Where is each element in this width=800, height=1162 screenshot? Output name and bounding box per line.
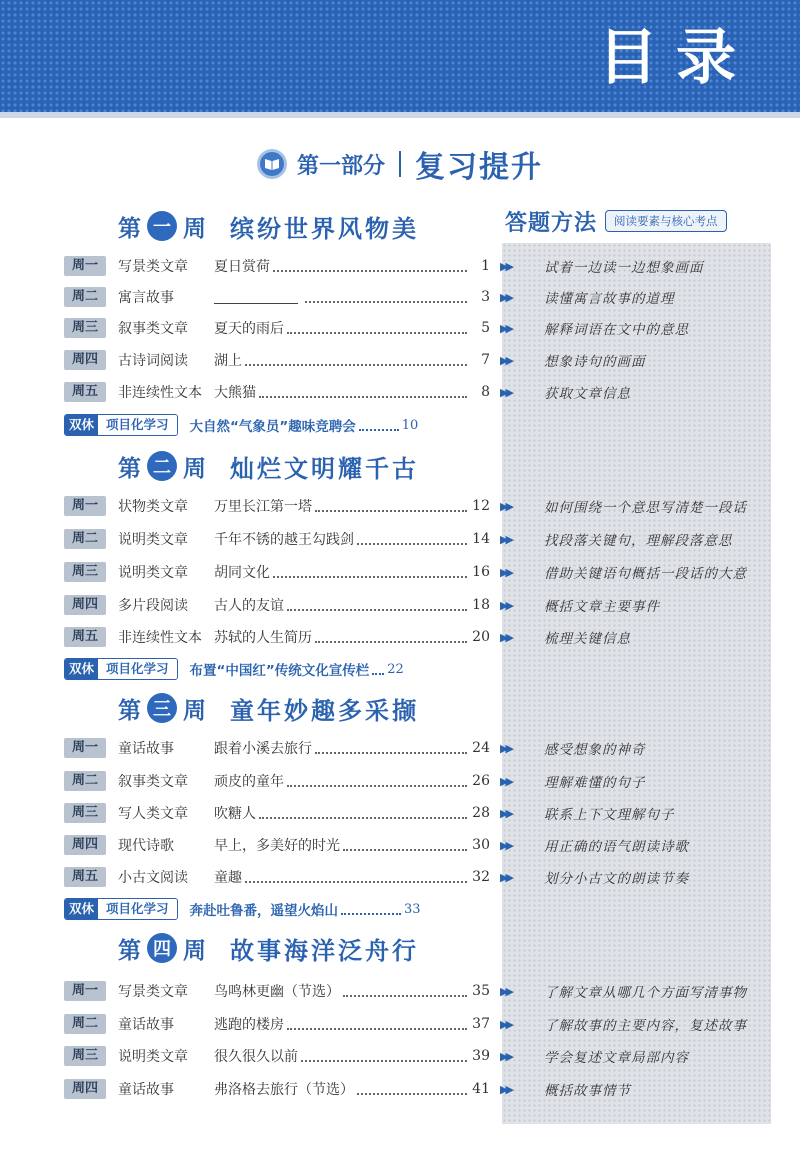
double-arrow-icon: ▶▶	[500, 741, 511, 755]
week-theme: 童年妙趣多采撷	[230, 696, 419, 725]
week-prefix: 第	[118, 455, 141, 482]
article-title: 胡同文化	[214, 565, 270, 581]
project-title: 大自然“气象员”趣味竞聘会	[189, 419, 356, 435]
method-text: 如何围绕一个意思写清楚一段话	[544, 500, 747, 516]
day-tag: 周二	[64, 1014, 106, 1034]
method-text: 想象诗句的画面	[544, 354, 646, 370]
week-prefix: 第	[118, 937, 141, 964]
toc-row[interactable]	[64, 559, 774, 585]
double-arrow-icon: ▶▶	[500, 565, 511, 579]
project-row[interactable]	[64, 897, 421, 921]
leader-dots	[287, 322, 467, 334]
project-tag	[64, 414, 178, 436]
page-number: 22	[387, 661, 404, 677]
double-arrow-icon: ▶▶	[500, 290, 511, 304]
method-text: 感受想象的神奇	[544, 742, 646, 758]
category: 现代诗歌	[118, 838, 174, 854]
page-number: 28	[472, 805, 490, 821]
leader-dots	[315, 500, 467, 512]
week-number-badge: 二	[147, 451, 177, 481]
method-text: 概括文章主要事件	[544, 599, 660, 615]
day-tag: 周四	[64, 835, 106, 855]
week-number-badge: 一	[147, 211, 177, 241]
leader-dots	[305, 291, 467, 303]
page-number: 5	[481, 320, 490, 336]
project-tag-label: 项目化学习	[98, 659, 177, 679]
page-number: 35	[472, 983, 490, 999]
method-text: 划分小古文的朗读节奏	[544, 871, 689, 887]
day-tag: 周五	[64, 627, 106, 647]
project-tag-weekend: 双休	[65, 415, 98, 435]
part-label: 第一部分	[296, 153, 385, 179]
week-theme: 灿烂文明耀千古	[230, 454, 419, 483]
project-tag-label: 项目化学习	[98, 415, 177, 435]
week-suffix: 周	[183, 697, 206, 724]
leader-dots	[259, 807, 467, 819]
category: 童话故事	[118, 1017, 174, 1033]
week-heading-2	[118, 448, 419, 484]
toc-row[interactable]	[64, 493, 774, 519]
article-title: 古人的友谊	[214, 598, 284, 614]
article-title: 大熊猫	[214, 385, 256, 401]
page-number: 7	[481, 352, 490, 368]
category: 写景类文章	[118, 259, 188, 275]
double-arrow-icon: ▶▶	[500, 806, 511, 820]
page-number: 37	[472, 1016, 490, 1032]
category: 童话故事	[118, 1082, 174, 1098]
leader-dots	[273, 566, 467, 578]
method-title: 答题方法	[505, 210, 598, 236]
leader-dots	[245, 354, 467, 366]
page-number: 39	[472, 1048, 490, 1064]
double-arrow-icon: ▶▶	[500, 1082, 511, 1096]
article-title: 跟着小溪去旅行	[214, 741, 312, 757]
toc-row[interactable]	[64, 592, 774, 618]
page-number: 33	[404, 901, 421, 917]
day-tag: 周四	[64, 350, 106, 370]
leader-dots	[287, 1018, 467, 1030]
page-number: 41	[472, 1081, 490, 1097]
project-title: 奔赴吐鲁番，遥望火焰山	[189, 903, 339, 919]
week-suffix: 周	[183, 937, 206, 964]
part-title: 复习提升	[415, 150, 543, 185]
method-text: 借助关键语句概括一段话的大意	[544, 566, 747, 582]
toc-row[interactable]	[64, 800, 774, 826]
method-text: 联系上下文理解句子	[544, 807, 675, 823]
page-number: 12	[472, 498, 490, 514]
method-text: 获取文章信息	[544, 386, 631, 402]
category: 古诗词阅读	[118, 353, 188, 369]
article-title: 鸟鸣林更幽（节选）	[214, 984, 340, 1000]
leader-dots	[245, 871, 467, 883]
week-heading-3	[118, 690, 419, 726]
method-text: 概括故事情节	[544, 1083, 631, 1099]
category: 非连续性文本	[118, 385, 202, 401]
day-tag: 周三	[64, 1046, 106, 1066]
leader-dots	[287, 775, 467, 787]
method-text: 理解难懂的句子	[544, 775, 646, 791]
double-arrow-icon: ▶▶	[500, 870, 511, 884]
article-title: 吹糖人	[214, 806, 256, 822]
category: 说明类文章	[118, 565, 188, 581]
day-tag: 周二	[64, 771, 106, 791]
book-icon	[257, 149, 287, 179]
day-tag: 周一	[64, 256, 106, 276]
project-tag-label: 项目化学习	[98, 899, 177, 919]
double-arrow-icon: ▶▶	[500, 385, 511, 399]
category: 说明类文章	[118, 1049, 188, 1065]
category: 说明类文章	[118, 532, 188, 548]
double-arrow-icon: ▶▶	[500, 1017, 511, 1031]
article-title: 夏天的雨后	[214, 321, 284, 337]
double-arrow-icon: ▶▶	[500, 321, 511, 335]
toc-row[interactable]	[64, 978, 774, 1004]
double-arrow-icon: ▶▶	[500, 984, 511, 998]
method-text: 读懂寓言故事的道理	[544, 291, 675, 307]
double-arrow-icon: ▶▶	[500, 1049, 511, 1063]
double-arrow-icon: ▶▶	[500, 532, 511, 546]
page-title: 目录	[598, 23, 754, 93]
day-tag: 周二	[64, 287, 106, 307]
week-heading-1	[118, 208, 419, 244]
page-number: 16	[472, 564, 490, 580]
article-title: 夏日赏荷	[214, 259, 270, 275]
page-number: 3	[481, 289, 490, 305]
article-title: 湖上	[214, 353, 242, 369]
leader-dots	[287, 599, 467, 611]
page-number: 14	[472, 531, 490, 547]
day-tag: 周四	[64, 1079, 106, 1099]
leader-dots	[343, 839, 467, 851]
page-number: 26	[472, 773, 490, 789]
title-blank-line	[214, 291, 298, 304]
category: 写景类文章	[118, 984, 188, 1000]
week-suffix: 周	[183, 215, 206, 242]
project-tag-weekend: 双休	[65, 659, 98, 679]
article-title: 万里长江第一塔	[214, 499, 312, 515]
page-number: 30	[472, 837, 490, 853]
method-text: 了解故事的主要内容，复述故事	[544, 1018, 747, 1034]
article-title: 早上，多美好的时光	[214, 838, 340, 854]
method-badge: 阅读要素与核心考点	[605, 210, 727, 232]
toc-row[interactable]	[64, 526, 774, 552]
leader-dots	[301, 1050, 467, 1062]
method-text: 找段落关键句，理解段落意思	[544, 533, 733, 549]
day-tag: 周四	[64, 595, 106, 615]
category: 小古文阅读	[118, 870, 188, 886]
day-tag: 周一	[64, 496, 106, 516]
toc-row[interactable]	[64, 253, 774, 279]
category: 童话故事	[118, 741, 174, 757]
category: 叙事类文章	[118, 321, 188, 337]
article-title: 童趣	[214, 870, 242, 886]
category: 寓言故事	[118, 290, 174, 306]
week-heading-4	[118, 930, 419, 966]
category: 状物类文章	[118, 499, 188, 515]
week-suffix: 周	[183, 455, 206, 482]
part-heading	[0, 142, 800, 186]
toc-row[interactable]	[64, 1011, 774, 1037]
day-tag: 周二	[64, 529, 106, 549]
week-number-badge: 四	[147, 933, 177, 963]
toc-row[interactable]	[64, 315, 774, 341]
method-text: 梳理关键信息	[544, 631, 631, 647]
leader-dots	[259, 386, 467, 398]
toc-row[interactable]	[64, 768, 774, 794]
article-title: 苏轼的人生简历	[214, 630, 312, 646]
page-number: 8	[481, 384, 490, 400]
leader-dots	[357, 533, 467, 545]
toc-row[interactable]	[64, 624, 774, 650]
method-text: 试着一边读一边想象画面	[544, 260, 704, 276]
toc-row[interactable]	[64, 735, 774, 761]
double-arrow-icon: ▶▶	[500, 630, 511, 644]
double-arrow-icon: ▶▶	[500, 353, 511, 367]
toc-row[interactable]	[64, 832, 774, 858]
leader-dots	[372, 663, 384, 675]
page-number: 10	[401, 417, 419, 433]
method-text: 解释词语在文中的意思	[544, 322, 689, 338]
category: 多片段阅读	[118, 598, 188, 614]
double-arrow-icon: ▶▶	[500, 499, 511, 513]
category: 非连续性文本	[118, 630, 202, 646]
double-arrow-icon: ▶▶	[500, 838, 511, 852]
week-prefix: 第	[118, 697, 141, 724]
toc-row[interactable]	[64, 1076, 774, 1102]
project-title: 布置“中国红”传统文化宣传栏	[189, 663, 370, 679]
double-arrow-icon: ▶▶	[500, 259, 511, 273]
method-text: 了解文章从哪几个方面写清事物	[544, 985, 747, 1001]
day-tag: 周五	[64, 867, 106, 887]
leader-dots	[357, 1083, 467, 1095]
day-tag: 周一	[64, 738, 106, 758]
toc-row[interactable]	[64, 379, 774, 405]
toc-row[interactable]	[64, 284, 774, 310]
project-tag	[64, 898, 178, 920]
page-number: 20	[472, 629, 490, 645]
week-theme: 故事海洋泛舟行	[230, 936, 419, 965]
project-row[interactable]	[64, 413, 418, 437]
week-prefix: 第	[118, 215, 141, 242]
leader-dots	[315, 742, 467, 754]
article-title: 弗洛格去旅行（节选）	[214, 1082, 354, 1098]
page-number: 1	[481, 258, 490, 274]
toc-row[interactable]	[64, 1043, 774, 1069]
leader-dots	[341, 903, 401, 915]
leader-dots	[315, 631, 467, 643]
project-tag-weekend: 双休	[65, 899, 98, 919]
day-tag: 周三	[64, 803, 106, 823]
day-tag: 周一	[64, 981, 106, 1001]
week-theme: 缤纷世界风物美	[230, 214, 419, 243]
toc-row[interactable]	[64, 347, 774, 373]
article-title: 顽皮的童年	[214, 774, 284, 790]
double-arrow-icon: ▶▶	[500, 774, 511, 788]
page-number: 24	[472, 740, 490, 756]
day-tag: 周三	[64, 318, 106, 338]
week-number-badge: 三	[147, 693, 177, 723]
method-text: 学会复述文章局部内容	[544, 1050, 689, 1066]
leader-dots	[343, 985, 467, 997]
article-title: 千年不锈的越王勾践剑	[214, 532, 354, 548]
article-title: 很久很久以前	[214, 1049, 298, 1065]
page-number: 32	[472, 869, 490, 885]
header-band	[0, 0, 800, 112]
project-tag	[64, 658, 178, 680]
leader-dots	[359, 419, 399, 431]
article-title: 逃跑的楼房	[214, 1017, 284, 1033]
category: 写人类文章	[118, 806, 188, 822]
day-tag: 周三	[64, 562, 106, 582]
page-number: 18	[472, 597, 490, 613]
day-tag: 周五	[64, 382, 106, 402]
toc-row[interactable]	[64, 864, 774, 890]
leader-dots	[273, 260, 467, 272]
double-arrow-icon: ▶▶	[500, 598, 511, 612]
method-heading	[505, 205, 727, 237]
part-divider	[399, 151, 401, 177]
project-row[interactable]	[64, 657, 404, 681]
category: 叙事类文章	[118, 774, 188, 790]
method-text: 用正确的语气朗读诗歌	[544, 839, 689, 855]
